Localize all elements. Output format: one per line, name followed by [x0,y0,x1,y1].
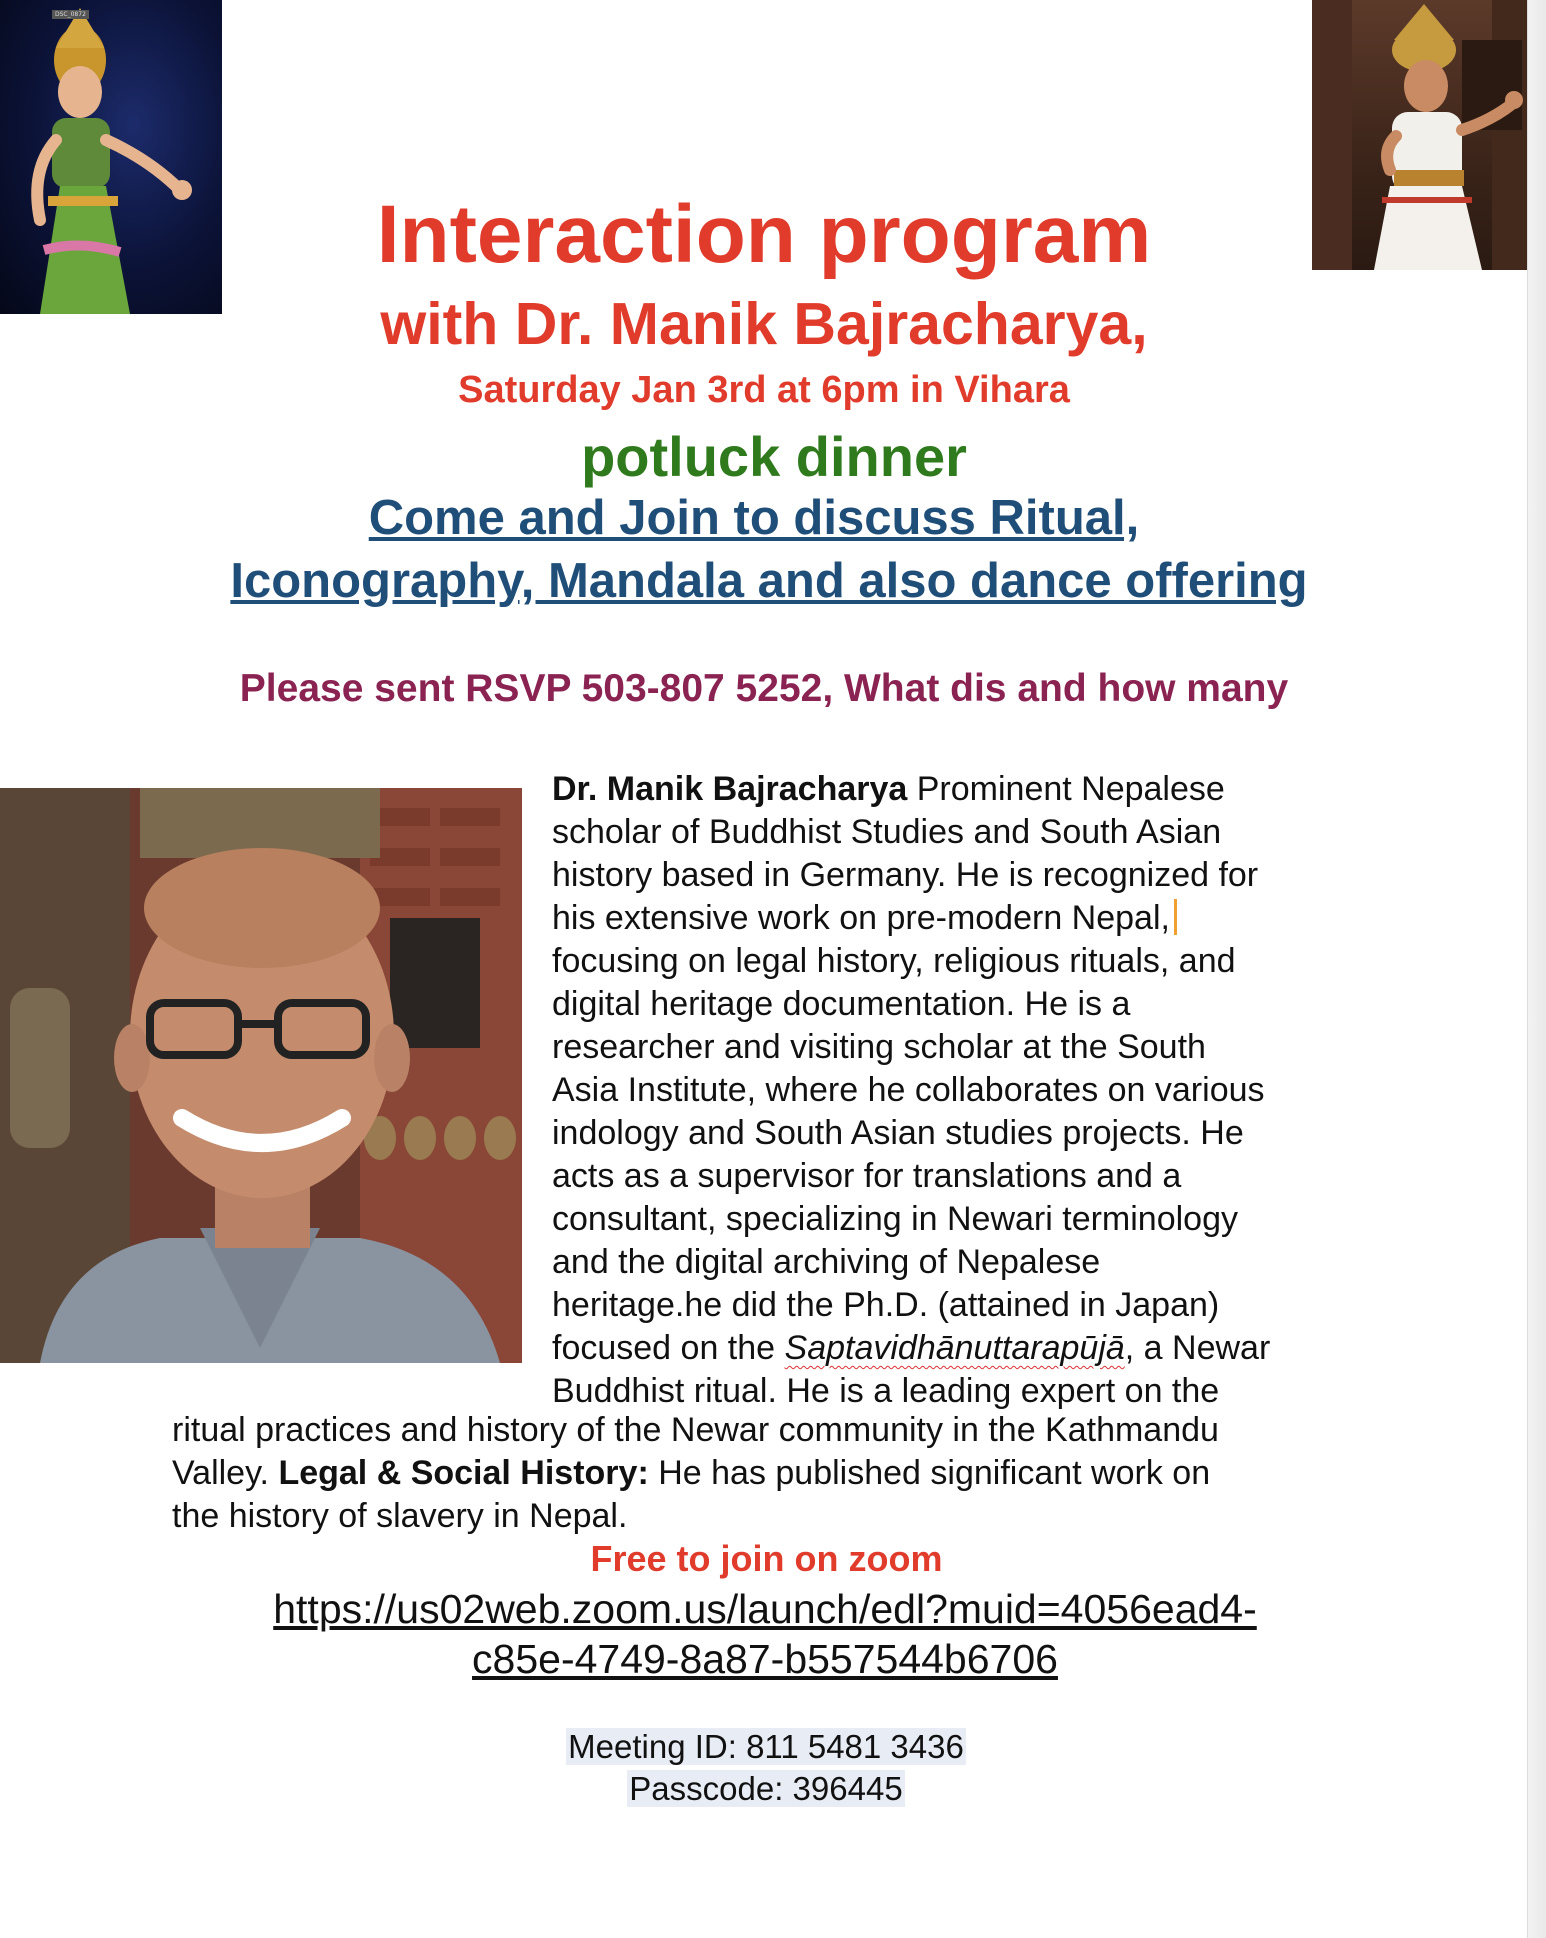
bio-line: acts as a supervisor for translations and a [552,1157,1182,1195]
passcode-text: Passcode: 396445 [629,1770,903,1807]
event-subtitle: with Dr. Manik Bajracharya, [380,291,1148,357]
bio-text: , a Newar [1124,1329,1271,1367]
bio-line: Asia Institute, where he collaborates on various [552,1071,1265,1109]
speaker-name: Dr. Manik Bajracharya [552,770,908,808]
page-edge [1527,0,1546,1938]
potluck-heading: potluck dinner [581,425,967,488]
bio-line: researcher and visiting scholar at the South [552,1028,1206,1066]
bio-text: focused on the [552,1329,785,1367]
zoom-free-heading: Free to join on zoom [590,1538,943,1579]
join-link-line-2[interactable]: Iconography, Mandala and also dance offering [230,554,1308,608]
bio-text: his extensive work on pre-modern Nepal, [552,899,1170,937]
ritual-term: Saptavidhānuttarapūjā [784,1329,1125,1367]
bio-line: digital heritage documentation. He is a [552,985,1131,1023]
speaker-portrait-illustration [0,788,522,1363]
bio-section-label: Legal & Social History: [278,1454,649,1492]
meeting-id-text: Meeting ID: 811 5481 3436 [568,1728,964,1765]
meeting-id-line [0,1728,1528,1766]
bio-line: and the digital archiving of Nepalese [552,1243,1101,1281]
speaker-portrait-photo [0,788,522,1363]
bio-line [552,1327,1270,1370]
speaker-bio [552,768,1270,1413]
bio-line: consultant, specializing in Newari terminology [552,1200,1238,1238]
bio-line [172,1452,1219,1495]
bio-text: Valley. [172,1454,279,1492]
bio-line: Buddhist ritual. He is a leading expert on the [552,1372,1220,1410]
bio-text: Prominent Nepalese [907,770,1225,808]
zoom-link-continued[interactable]: c85e-4749-8a87-b557544b6706 [472,1636,1058,1682]
bio-line: ritual practices and history of the Newar community in the Kathmandu [172,1411,1219,1449]
text-cursor [1174,899,1177,935]
zoom-link[interactable]: https://us02web.zoom.us/launch/edl?muid=4056ead4- [273,1586,1257,1632]
join-link-line-1[interactable]: Come and Join to discuss Ritual, [368,491,1140,545]
bio-line: focusing on legal history, religious rituals, and [552,942,1236,980]
bio-line [552,768,1270,811]
bio-line: indology and South Asian studies projects. He [552,1114,1244,1152]
bio-line [552,897,1270,940]
bio-line: the history of slavery in Nepal. [172,1497,628,1535]
bio-text: He has published significant work on [648,1454,1211,1492]
bio-line: scholar of Buddhist Studies and South Asian [552,813,1222,851]
bio-line: history based in Germany. He is recognized for [552,856,1259,894]
passcode-line [0,1770,1528,1808]
event-date-line: Saturday Jan 3rd at 6pm in Vihara [458,369,1070,411]
photo-file-tag: DSC_0872 [52,10,89,19]
speaker-bio-continued [172,1409,1219,1538]
rsvp-line: Please sent RSVP 503-807 5252, What dis and how many [239,667,1289,710]
bio-line: heritage.he did the Ph.D. (attained in Japan) [552,1286,1220,1324]
event-title: Interaction program [376,189,1152,280]
